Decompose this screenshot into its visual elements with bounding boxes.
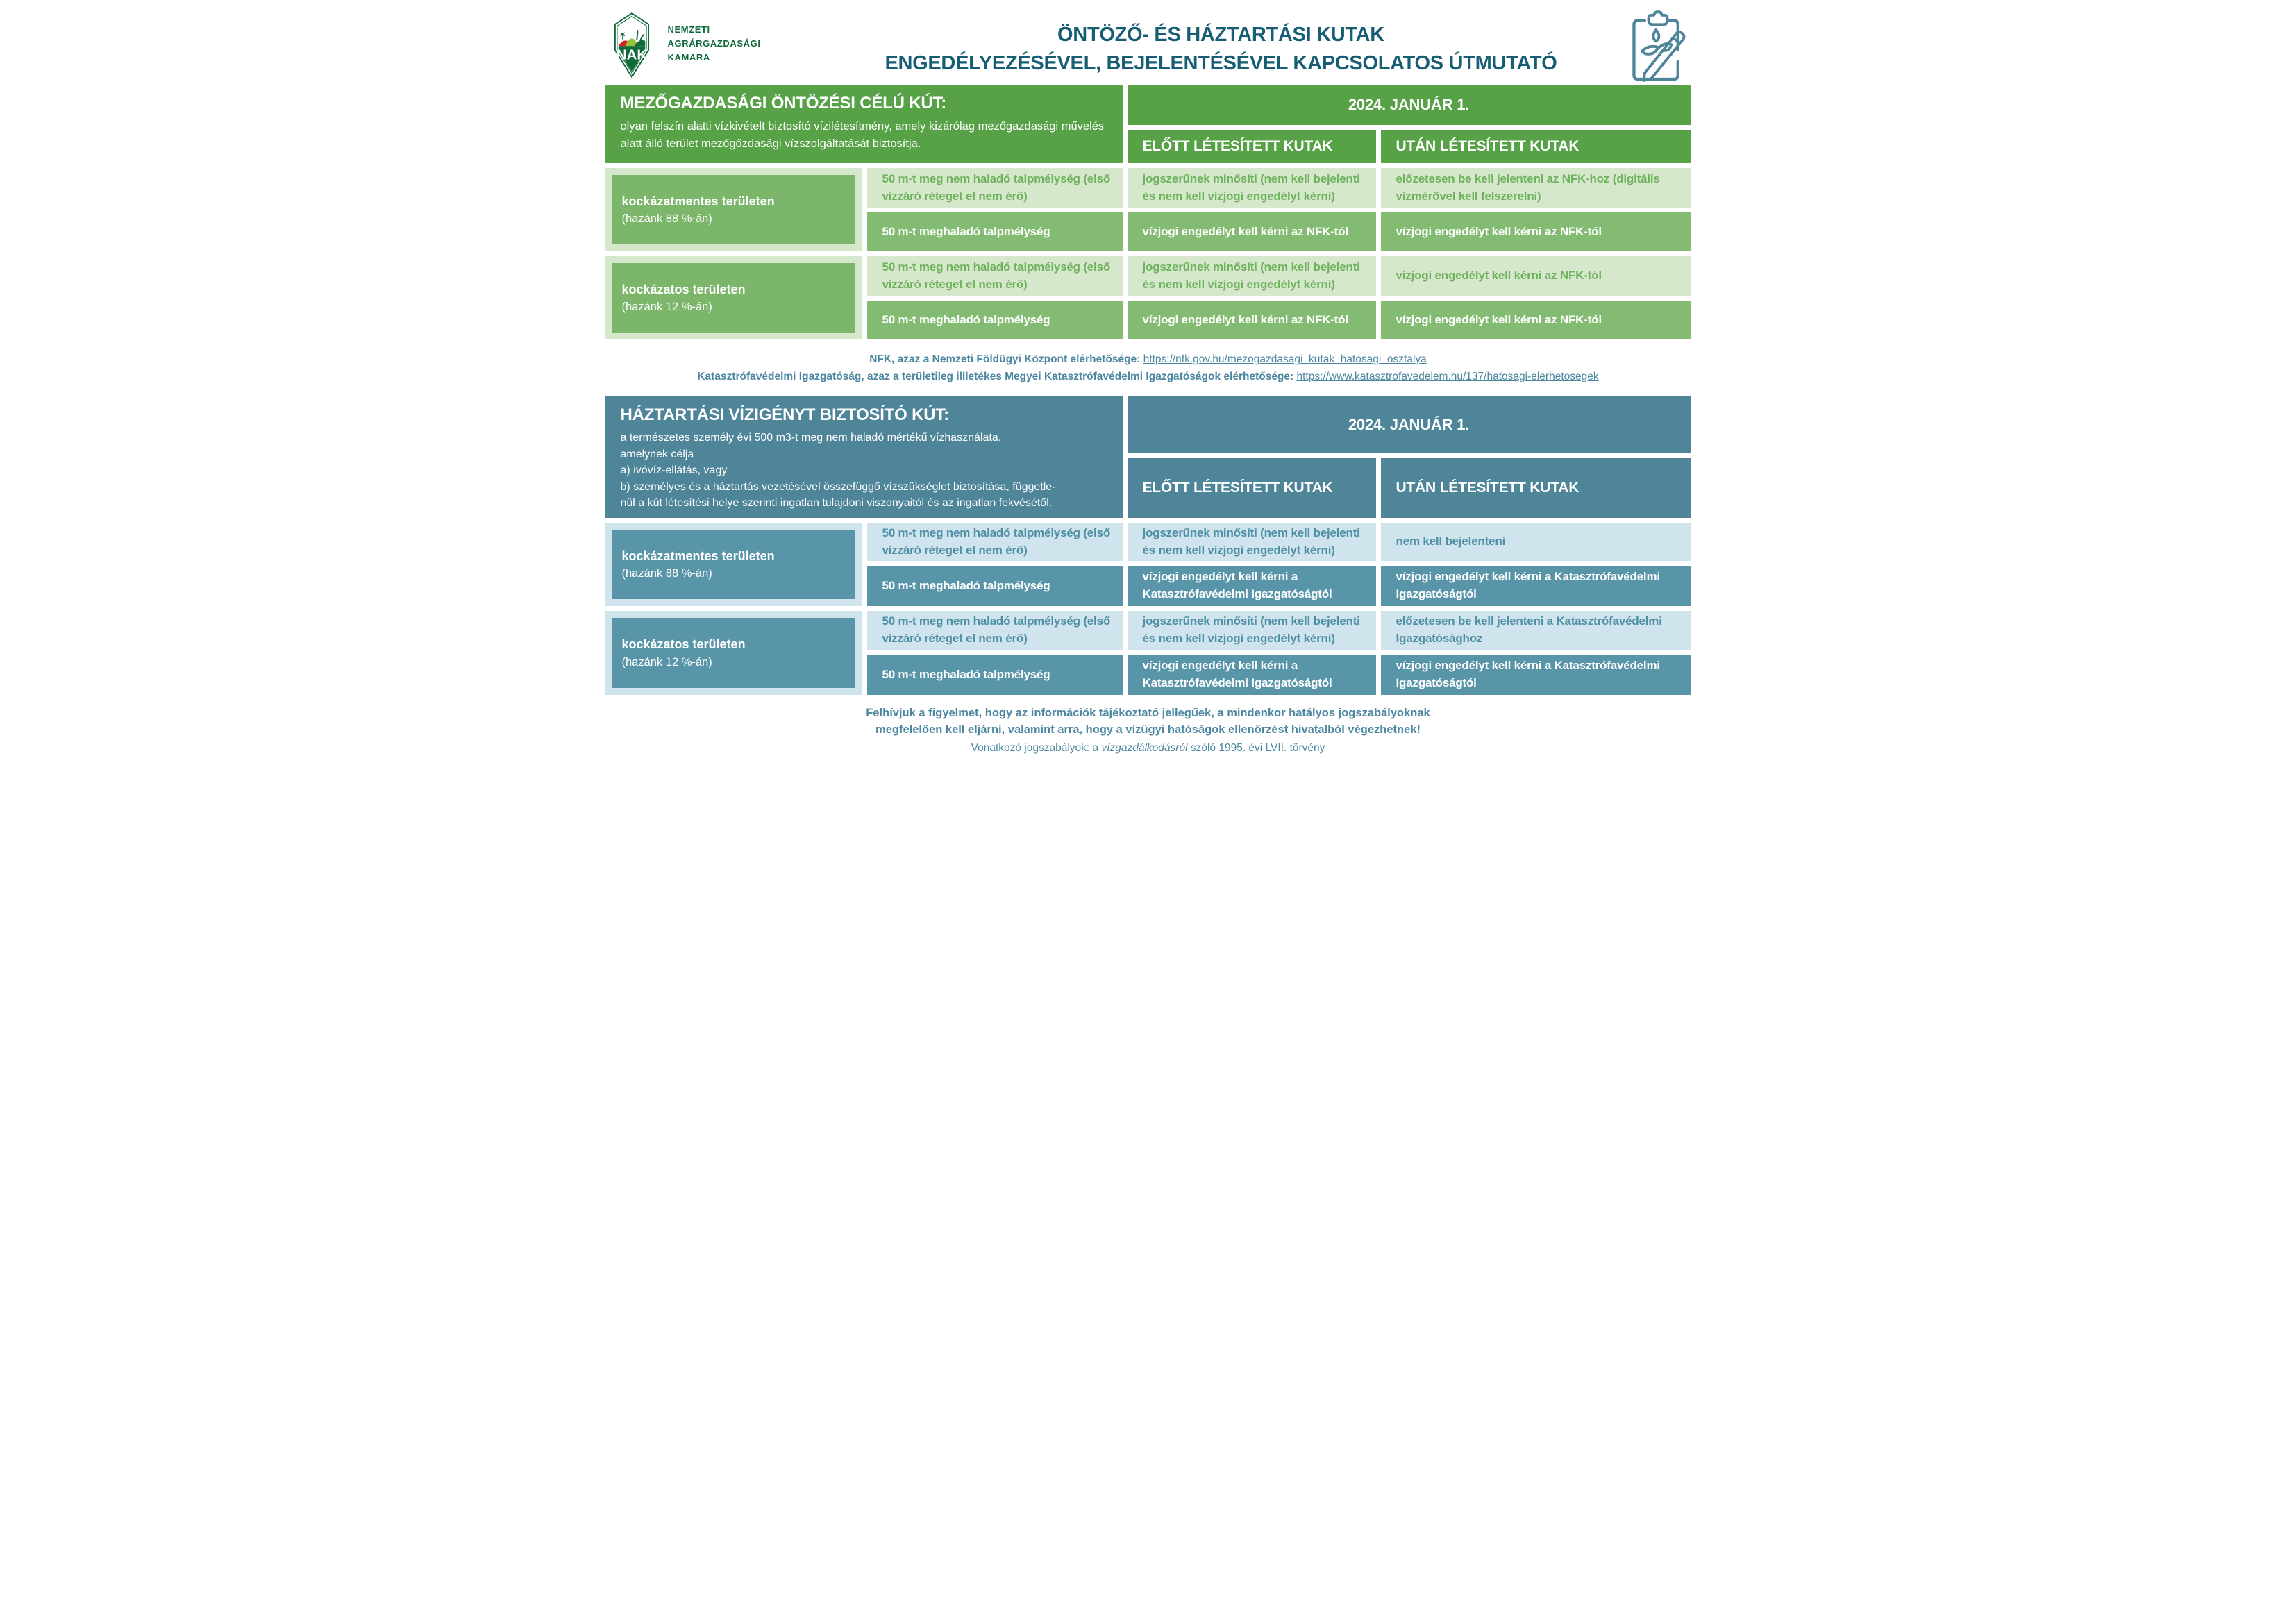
- irrigation-riskfree-label-inner: [612, 175, 855, 244]
- depth-cell: 50 m-t meg nem haladó talpmélység (első vízzáró réteget el nem érő): [867, 168, 1123, 208]
- depth-cell: 50 m-t meghaladó talpmélység: [867, 566, 1123, 606]
- footer-disclaimer: [605, 705, 1691, 755]
- after-cell: vízjogi engedélyt kell kérni az NFK-tól: [1381, 256, 1691, 296]
- before-cell: vízjogi engedélyt kell kérni a Katasztrófavédelmi Igazgatóságtól: [1128, 566, 1376, 606]
- after-cell: előzetesen be kell jelenteni a Katasztrófavédelmi Igazgatósághoz: [1381, 611, 1691, 650]
- title-line-2: ENGEDÉLYEZÉSÉVEL, BEJELENTÉSÉVEL KAPCSOLATOS ÚTMUTATÓ: [885, 52, 1557, 75]
- irrigation-definition-title: MEZŐGAZDASÁGI ÖNTÖZÉSI CÉLÚ KÚT:: [620, 94, 947, 112]
- depth-cell: 50 m-t meghaladó talpmélység: [867, 301, 1123, 339]
- household-date-header: 2024. JANUÁR 1.: [1128, 396, 1691, 453]
- irrigation-date-header: 2024. JANUÁR 1.: [1128, 85, 1691, 125]
- disclaimer-line-1: Felhívjuk a figyelmet, hogy az információk tájékoztató jellegűek, a mindenkor hatályos jogszabályoknak: [866, 707, 1430, 719]
- katasztrofavedelem-link-prefix: Katasztrófavédelmi Igazgatóság, azaz a területileg illletékes Megyei Katasztrófavédelmi Igazgatóságok elérhetősége:: [697, 370, 1297, 382]
- riskfree-label-sub: (hazánk 88 %-án): [621, 567, 712, 580]
- before-cell: jogszerűnek minősíti (nem kell bejelenti és nem kell vízjogi engedélyt kérni): [1128, 523, 1376, 561]
- household-def-line-1: a természetes személy évi 500 m3-t meg nem haladó mértékű vízhasználata,: [620, 432, 1002, 444]
- household-riskfree-label: [605, 523, 862, 606]
- household-well-table: [605, 396, 1691, 695]
- nfk-link-prefix: NFK, azaz a Nemzeti Földügyi Központ elérhetősége:: [869, 353, 1143, 365]
- riskfree-label-main: kockázatmentes területen: [621, 194, 775, 208]
- after-cell: előzetesen be kell jelenteni az NFK-hoz (digitális vízmérővel kell felszerelni): [1381, 168, 1691, 208]
- katasztrofavedelem-link-line: [605, 369, 1691, 386]
- before-cell: jogszerűnek minősíti (nem kell bejelenti és nem kell vízjogi engedélyt kérni): [1128, 256, 1376, 296]
- before-cell: vízjogi engedélyt kell kérni a Katasztrófavédelmi Igazgatóságtól: [1128, 655, 1376, 695]
- title-line-1: ÖNTÖZŐ- ÉS HÁZTARTÁSI KUTAK: [1057, 24, 1384, 46]
- irrigation-definition-box: [605, 85, 1123, 163]
- org-line-2: AGRÁRGAZDASÁGI: [667, 37, 761, 49]
- infographic-page: [574, 0, 1723, 812]
- household-definition-box: [605, 396, 1123, 518]
- page-title: [835, 10, 1608, 78]
- org-line-3: KAMARA: [667, 52, 710, 63]
- depth-cell: 50 m-t meghaladó talpmélység: [867, 655, 1123, 695]
- riskfree-label-sub: (hazánk 88 %-án): [621, 212, 712, 226]
- irrigation-well-table: [605, 85, 1691, 339]
- depth-cell: 50 m-t meg nem haladó talpmélység (első vízzáró réteget el nem érő): [867, 611, 1123, 650]
- household-risky-label-inner: [612, 618, 855, 688]
- depth-cell: 50 m-t meg nem haladó talpmélység (első vízzáró réteget el nem érő): [867, 256, 1123, 296]
- household-definition-title: HÁZTARTÁSI VÍZIGÉNYT BIZTOSÍTÓ KÚT:: [620, 405, 949, 424]
- household-def-line-4: b) személyes és a háztartás vezetésével összefüggő vízszükséglet biztosítása, függetle-: [620, 480, 1056, 493]
- after-cell: vízjogi engedélyt kell kérni a Katasztrófavédelmi Igazgatóságtól: [1381, 566, 1691, 606]
- law-italic: vízgazdálkodásról: [1101, 741, 1188, 754]
- page-header: [605, 0, 1691, 85]
- authority-links: [605, 351, 1691, 385]
- before-cell: vízjogi engedélyt kell kérni az NFK-tól: [1128, 212, 1376, 251]
- irrigation-risky-label: [605, 256, 862, 339]
- clipboard-leaf-pen-icon: [1625, 10, 1691, 83]
- disclaimer-line-2: megfelelően kell eljárni, valamint arra, hogy a vízügyi hatóságok ellenőrzést hivatalból végezhetnek!: [875, 723, 1421, 736]
- irrigation-col-before-header: ELŐTT LÉTESÍTETT KUTAK: [1128, 130, 1376, 163]
- household-riskfree-label-inner: [612, 530, 855, 599]
- household-risky-label: [605, 611, 862, 695]
- nfk-link-line: [605, 351, 1691, 369]
- nak-logo: [605, 10, 835, 78]
- household-def-line-2: amelynek célja: [620, 448, 694, 460]
- after-cell: vízjogi engedélyt kell kérni az NFK-tól: [1381, 301, 1691, 339]
- risky-label-sub: (hazánk 12 %-án): [621, 301, 712, 314]
- irrigation-col-after-header: UTÁN LÉTESÍTETT KUTAK: [1381, 130, 1691, 163]
- household-col-before-header: ELŐTT LÉTESÍTETT KUTAK: [1128, 458, 1376, 518]
- after-cell: vízjogi engedélyt kell kérni a Katasztrófavédelmi Igazgatóságtól: [1381, 655, 1691, 695]
- org-line-1: NEMZETI: [667, 24, 710, 35]
- nak-shield-icon: [605, 12, 658, 78]
- risky-label-main: kockázatos területen: [621, 282, 746, 296]
- depth-cell: 50 m-t meghaladó talpmélység: [867, 212, 1123, 251]
- irrigation-riskfree-label: [605, 168, 862, 251]
- law-reference-line: [605, 742, 1691, 755]
- risky-label-sub: (hazánk 12 %-án): [621, 655, 712, 668]
- nfk-link[interactable]: https://nfk.gov.hu/mezogazdasagi_kutak_hatosagi_osztalya: [1143, 353, 1427, 365]
- irrigation-risky-label-inner: [612, 263, 855, 333]
- katasztrofavedelem-link[interactable]: https://www.katasztrofavedelem.hu/137/hatosagi-elerhetosegek: [1296, 370, 1599, 382]
- org-name: [668, 23, 761, 65]
- after-cell: nem kell bejelenteni: [1381, 523, 1691, 561]
- irrigation-definition-body: olyan felszín alatti vízkivételt biztosító vízilétesítmény, amely kizárólag mezőgazdasági művelés alatt álló terület mezőgőzdasági vízszolgáltatását biztosítja.: [620, 120, 1105, 150]
- before-cell: vízjogi engedélyt kell kérni az NFK-tól: [1128, 301, 1376, 339]
- before-cell: jogszerűnek minősíti (nem kell bejelenti és nem kell vízjogi engedélyt kérni): [1128, 168, 1376, 208]
- header-icon-block: [1608, 10, 1691, 83]
- depth-cell: 50 m-t meg nem haladó talpmélység (első vízzáró réteget el nem érő): [867, 523, 1123, 561]
- law-prefix: Vonatkozó jogszabályok: a: [971, 741, 1102, 754]
- nak-monogram: NAK: [616, 47, 647, 63]
- riskfree-label-main: kockázatmentes területen: [621, 548, 775, 563]
- household-def-line-5: nül a kút létesítési helye szerinti ingatlan tulajdoni viszonyaitól és az ingatlan fekvésétől.: [620, 497, 1053, 510]
- law-suffix: szóló 1995. évi LVII. törvény: [1187, 741, 1325, 754]
- household-col-after-header: UTÁN LÉTESÍTETT KUTAK: [1381, 458, 1691, 518]
- before-cell: jogszerűnek minősíti (nem kell bejelenti és nem kell vízjogi engedélyt kérni): [1128, 611, 1376, 650]
- after-cell: vízjogi engedélyt kell kérni az NFK-tól: [1381, 212, 1691, 251]
- household-def-line-3: a) ivóvíz-ellátás, vagy: [620, 464, 728, 477]
- risky-label-main: kockázatos területen: [621, 637, 746, 651]
